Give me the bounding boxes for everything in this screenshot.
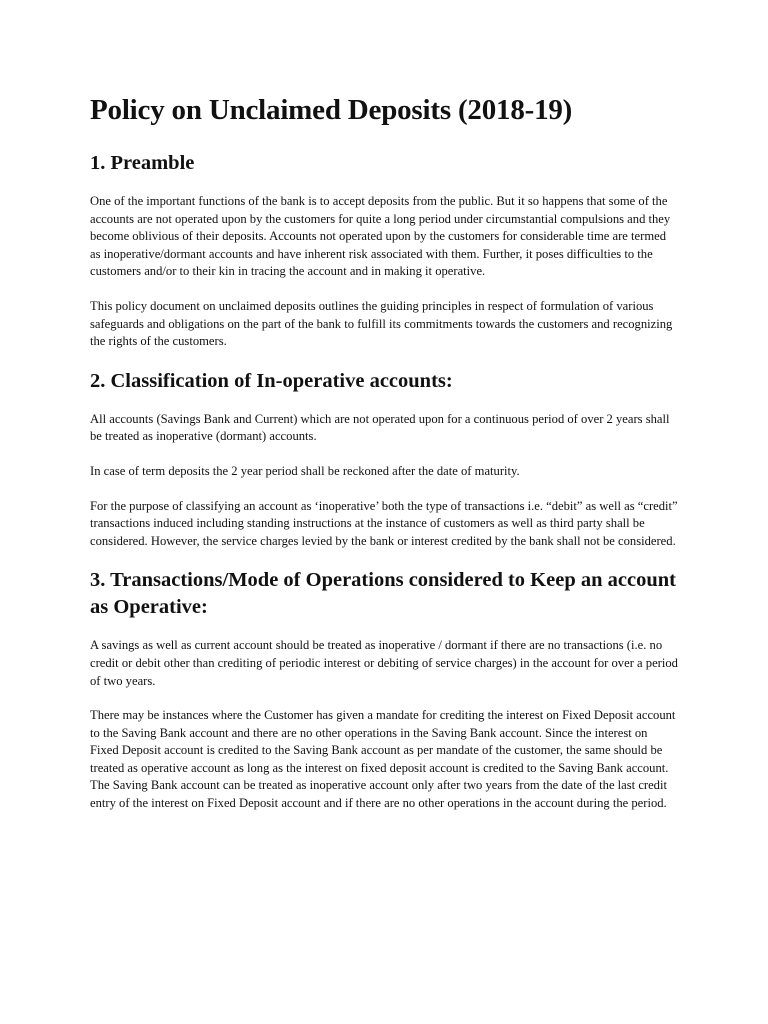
paragraph: All accounts (Savings Bank and Current) which are not operated upon for a continuous period of over 2 years shall be treated as inoperative (dormant) accounts. [90,411,670,444]
document-page [90,92,678,830]
paragraph: In case of term deposits the 2 year period shall be reckoned after the date of maturity. [90,463,520,478]
paragraph: For the purpose of classifying an account as ‘inoperative’ both the type of transactions i.e. “debit” as well as “credit” transactions induced including standing instructions at the instance of customers as well as third party shall be considered. However, the service charges levied by the bank or interest credited by the bank shall not be considered. [90,498,678,548]
paragraph: One of the important functions of the bank is to accept deposits from the public. But it so happens that some of the accounts are not operated upon by the customers for quite a long period under circumstantial compulsions and they become oblivious of their deposits. Accounts not operated upon by the customers for considerable time are termed as inoperative/dormant accounts and have inherent risk associated with them. Further, it poses difficulties to the customers and/or to their kin in tracing the account and in making it operative. [90,194,671,279]
section-preamble [90,150,678,351]
section-transactions [90,567,678,812]
section-heading: 1. Preamble [90,152,195,174]
section-heading: 2. Classification of In-operative accounts: [90,369,453,392]
paragraph: This policy document on unclaimed deposits outlines the guiding principles in respect of formulation of various safeguards and obligations on the part of the bank to fulfill its commitments towards the customers and recognizing the rights of the customers. [90,298,673,349]
document-title: Policy on Unclaimed Deposits (2018-19) [90,94,573,126]
section-classification [90,368,678,551]
section-heading: 3. Transactions/Mode of Operations considered to Keep an account as Operative: [90,569,676,619]
paragraph: A savings as well as current account should be treated as inoperative / dormant if there are no transactions (i.e. no credit or debit other than crediting of periodic interest or debiting of service charges) in the account for over a period of two years. [90,638,678,688]
paragraph: There may be instances where the Customer has given a mandate for crediting the interest on Fixed Deposit account to the Saving Bank account and there are no other operations in the Saving Bank account. Since the interest on Fixed Deposit account is credited to the Saving Bank account as per mandate of the customer, the same should be treated as operative account as long as the interest on fixed deposit account is credited to the Saving Bank account. The Saving Bank account can be treated as inoperative account only after two years from the date of the last credit entry of the interest on Fixed Deposit account and if there are no other operations in the account during the period. [90,708,676,811]
